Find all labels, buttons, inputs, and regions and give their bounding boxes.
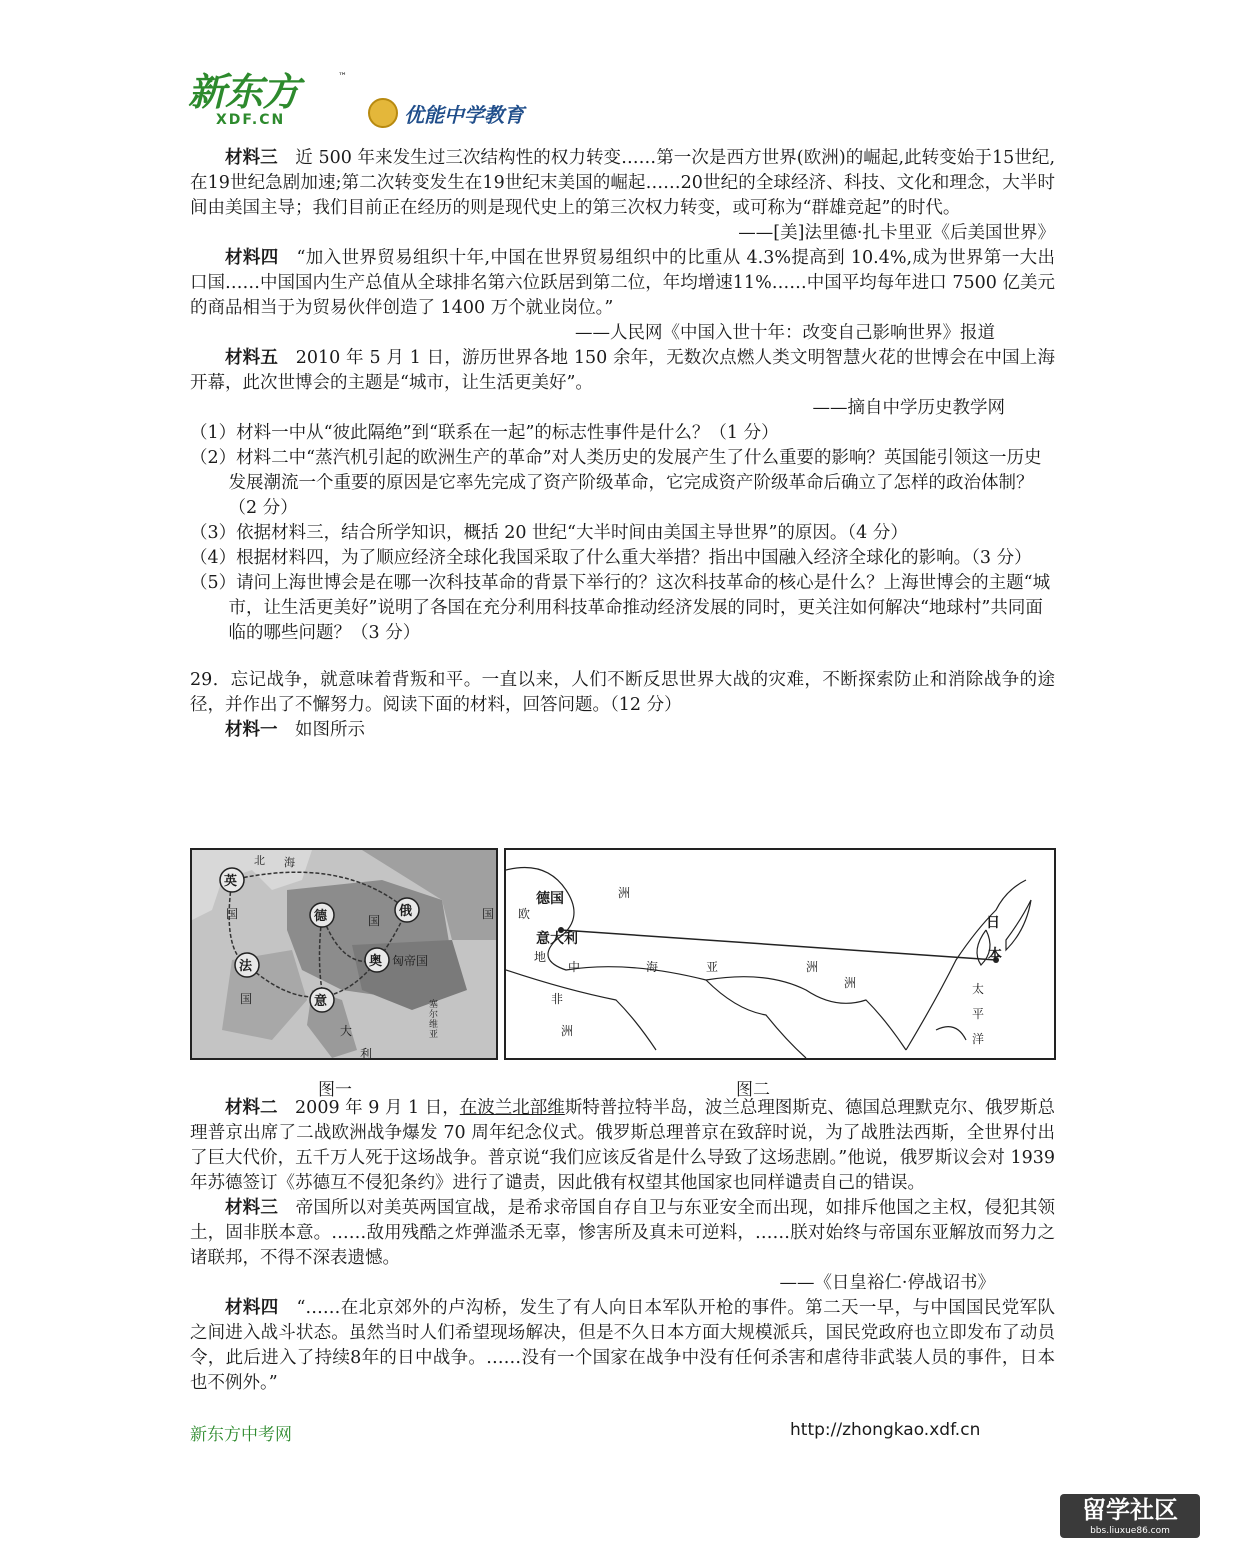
footer-site-name: 新东方中考网 xyxy=(190,1425,292,1445)
material-text: 如图所示 xyxy=(295,720,365,740)
material-source: ——人民网《中国入世十年：改变自己影响世界》报道 xyxy=(575,323,995,343)
map-2-caption: 图二 xyxy=(736,1080,770,1100)
watermark-badge xyxy=(1060,1494,1200,1538)
map-label: 太 xyxy=(972,982,985,996)
xdf-logo xyxy=(188,70,348,130)
partner-emblem-icon xyxy=(368,98,398,128)
map-label: 国 xyxy=(368,914,381,928)
question-5: （5）请问上海世博会是在哪一次科技革命的背景下举行的？这次科技革命的核心是什么？上海世博会的主题“城市，让生活更美好”说明了各国在充分利用科技革命推动经济发展的同时，更关注如何解决“地球村”共同面临的哪些问题？（3 分） xyxy=(190,573,1051,643)
material-source: ——[美]法里德·扎卡里亚《后美国世界》 xyxy=(738,223,1055,243)
map-label: 亚 xyxy=(706,960,719,974)
map-figure-2 xyxy=(504,848,1056,1060)
map-label: 洲 xyxy=(844,976,857,990)
question-29-stem: 29．忘记战争，就意味着背叛和平。一直以来，人们不断反思世界大战的灾难，不断探索防止和消除战争的途径，并作出了不懈努力。阅读下面的材料，回答问题。（12 分） xyxy=(190,670,1055,715)
map-label: 意大利 xyxy=(536,931,578,947)
partner-name: 优能中学教育 xyxy=(404,102,524,127)
material-text: 近 500 年来发生过三次结构性的权力转变……第一次是西方世界(欧洲)的崛起,此转变始于15世纪,在19世纪急剧加速;第二次转变发生在19世纪末美国的崛起……20世纪的全球经济、科技、文化和理念，大半时间由美国主导；我们目前正在经历的则是现代史上的第三次权力转变，或可称为“群雄竞起”的时代。 xyxy=(190,148,1056,218)
material-label: 材料四 xyxy=(225,248,279,268)
map-figure-1 xyxy=(190,848,498,1060)
question-3: （3）依据材料三，结合所学知识，概括 20 世纪“大半时间由美国主导世界”的原因。（4 分） xyxy=(190,523,908,543)
material-3-paragraph xyxy=(190,146,1055,221)
document-body-lower xyxy=(190,1096,1055,1396)
footer-url[interactable]: http://zhongkao.xdf.cn xyxy=(790,1420,981,1440)
map-label: 洲 xyxy=(561,1024,574,1038)
map-label: 本 xyxy=(988,947,1002,963)
map-circle-label: 法 xyxy=(239,959,253,974)
material-label: 材料一 xyxy=(225,720,278,740)
material-3b-paragraph xyxy=(190,1196,1055,1271)
map-circle-label: 俄 xyxy=(399,904,413,919)
map-label: 洲 xyxy=(618,886,631,900)
map-label: 洋 xyxy=(972,1032,985,1046)
map-label: 中 xyxy=(568,960,581,974)
map-label: 匈帝国 xyxy=(392,954,429,968)
map-label: 利 xyxy=(360,1047,373,1060)
map-label: 非 xyxy=(551,992,564,1006)
material-source: ——《日皇裕仁·停战诏书》 xyxy=(779,1273,995,1293)
document-body xyxy=(190,146,1055,743)
map-circle-label: 意 xyxy=(314,994,328,1009)
map-label: 塞尔维亚 xyxy=(429,1000,439,1040)
watermark-text: 留学社区 xyxy=(1082,1496,1178,1524)
question-1: （1）材料一中从“彼此隔绝”到“联系在一起”的标志性事件是什么？（1 分） xyxy=(190,423,779,443)
map-circle-label: 奥 xyxy=(369,954,383,969)
material-label: 材料四 xyxy=(225,1298,279,1318)
map-label: 国 xyxy=(482,907,495,921)
xdf-logo-sub: XDF.CN xyxy=(216,112,286,128)
axis-powers-map xyxy=(506,850,1054,1058)
material-label: 材料三 xyxy=(225,1198,278,1218)
map-label: 海 xyxy=(646,960,659,974)
map-label: 欧 xyxy=(518,907,531,921)
question-4: （4）根据材料四，为了顺应经济全球化我国采取了什么重大举措？指出中国融入经济全球化的影响。（3 分） xyxy=(190,548,1032,568)
map-label: 平 xyxy=(972,1007,985,1021)
map-label: 德国 xyxy=(536,891,564,907)
map-figures xyxy=(190,848,1056,1060)
material-text: “……在北京郊外的卢沟桥，发生了有人向日本军队开枪的事件。第二天一早，与中国国民党军队之间进入战斗状态。虽然当时人们希望现场解决，但是不久日本方面大规模派兵，国民党政府也立即发布了动员令，此后进入了持续8年的日中战争。……没有一个国家在战争中没有任何杀害和虐待非武装人员的事件，日本也不例外。” xyxy=(190,1298,1056,1393)
material-text: 帝国所以对美英两国宣战，是希求帝国自存自卫与东亚安全而出现，如排斥他国之主权，侵犯其领土，固非朕本意。……敌用残酷之炸弹滥杀无辜，惨害所及真未可逆料，……朕对始终与帝国东亚解放而努力之诸联邦，不得不深表遗憾。 xyxy=(190,1198,1056,1268)
map-1-caption: 图一 xyxy=(318,1080,352,1100)
material-text: 2009 年 9 月 1 日， xyxy=(295,1098,460,1118)
map-label: 地 xyxy=(534,950,547,964)
map-circle-label: 德 xyxy=(314,909,328,924)
trademark-mark: ™ xyxy=(338,72,347,82)
map-label: 海 xyxy=(284,856,295,869)
material-text: “加入世界贸易组织十年,中国在世界贸易组织中的比重从 4.3%提高到 10.4%,成为世界第一大出口国……中国国内生产总值从全球排名第六位跃居到第二位，年均增速11%……中国平均每年进口 7500 亿美元的商品相当于为贸易伙伴创造了 1400 万个就业岗位。” xyxy=(190,248,1056,318)
material-4b-paragraph xyxy=(190,1296,1055,1396)
map-label: 洲 xyxy=(806,960,819,974)
material-5-paragraph xyxy=(190,346,1055,396)
material-text: 2010 年 5 月 1 日，游历世界各地 150 余年，无数次点燃人类文明智慧火花的世博会在中国上海开幕，此次世博会的主题是“城市，让生活更美好”。 xyxy=(190,348,1055,393)
map-label: 大 xyxy=(340,1024,353,1038)
question-2: （2）材料二中“蒸汽机引起的欧洲生产的革命”对人类历史的发展产生了什么重要的影响？英国能引领这一历史发展潮流一个重要的原因是它率先完成了资产阶级革命，它完成资产阶级革命后确立了怎样的政治体制？（2 分） xyxy=(190,448,1042,518)
map-label: 北 xyxy=(254,854,265,867)
material-text: 斯特普拉特半岛，波兰总理图斯克、德国总理默克尔、俄罗斯总理普京出席了二战欧洲战争爆发 70 周年纪念仪式。俄罗斯总理普京在致辞时说，为了战胜法西斯，全世界付出了巨大代价，五千万人死于这场战争。普京说“我们应该反省是什么导致了这场悲剧。”他说，俄罗斯议会对 1939 年苏德签订《苏德互不侵犯条约》进行了谴责，因此俄有权望其他国家也同样谴责自己的错误。 xyxy=(190,1098,1056,1193)
material-label: 材料三 xyxy=(225,148,278,168)
material-1-line xyxy=(190,718,1055,743)
underlined-text: 在波兰北部维 xyxy=(459,1098,565,1118)
header-logos xyxy=(188,70,548,140)
material-source: ——摘自中学历史教学网 xyxy=(812,398,1005,418)
xdf-logo-main: 新东方 xyxy=(188,70,300,114)
map-label: 日 xyxy=(986,915,1000,931)
material-2b-paragraph xyxy=(190,1096,1055,1196)
material-4-paragraph xyxy=(190,246,1055,321)
map-circle-label: 英 xyxy=(224,874,238,889)
watermark-subtext: bbs.liuxue86.com xyxy=(1090,1526,1170,1536)
map-label: 国 xyxy=(226,907,239,921)
map-label: 国 xyxy=(240,992,253,1006)
material-label: 材料二 xyxy=(225,1098,278,1118)
partner-logo xyxy=(368,98,524,128)
material-label: 材料五 xyxy=(225,348,279,368)
